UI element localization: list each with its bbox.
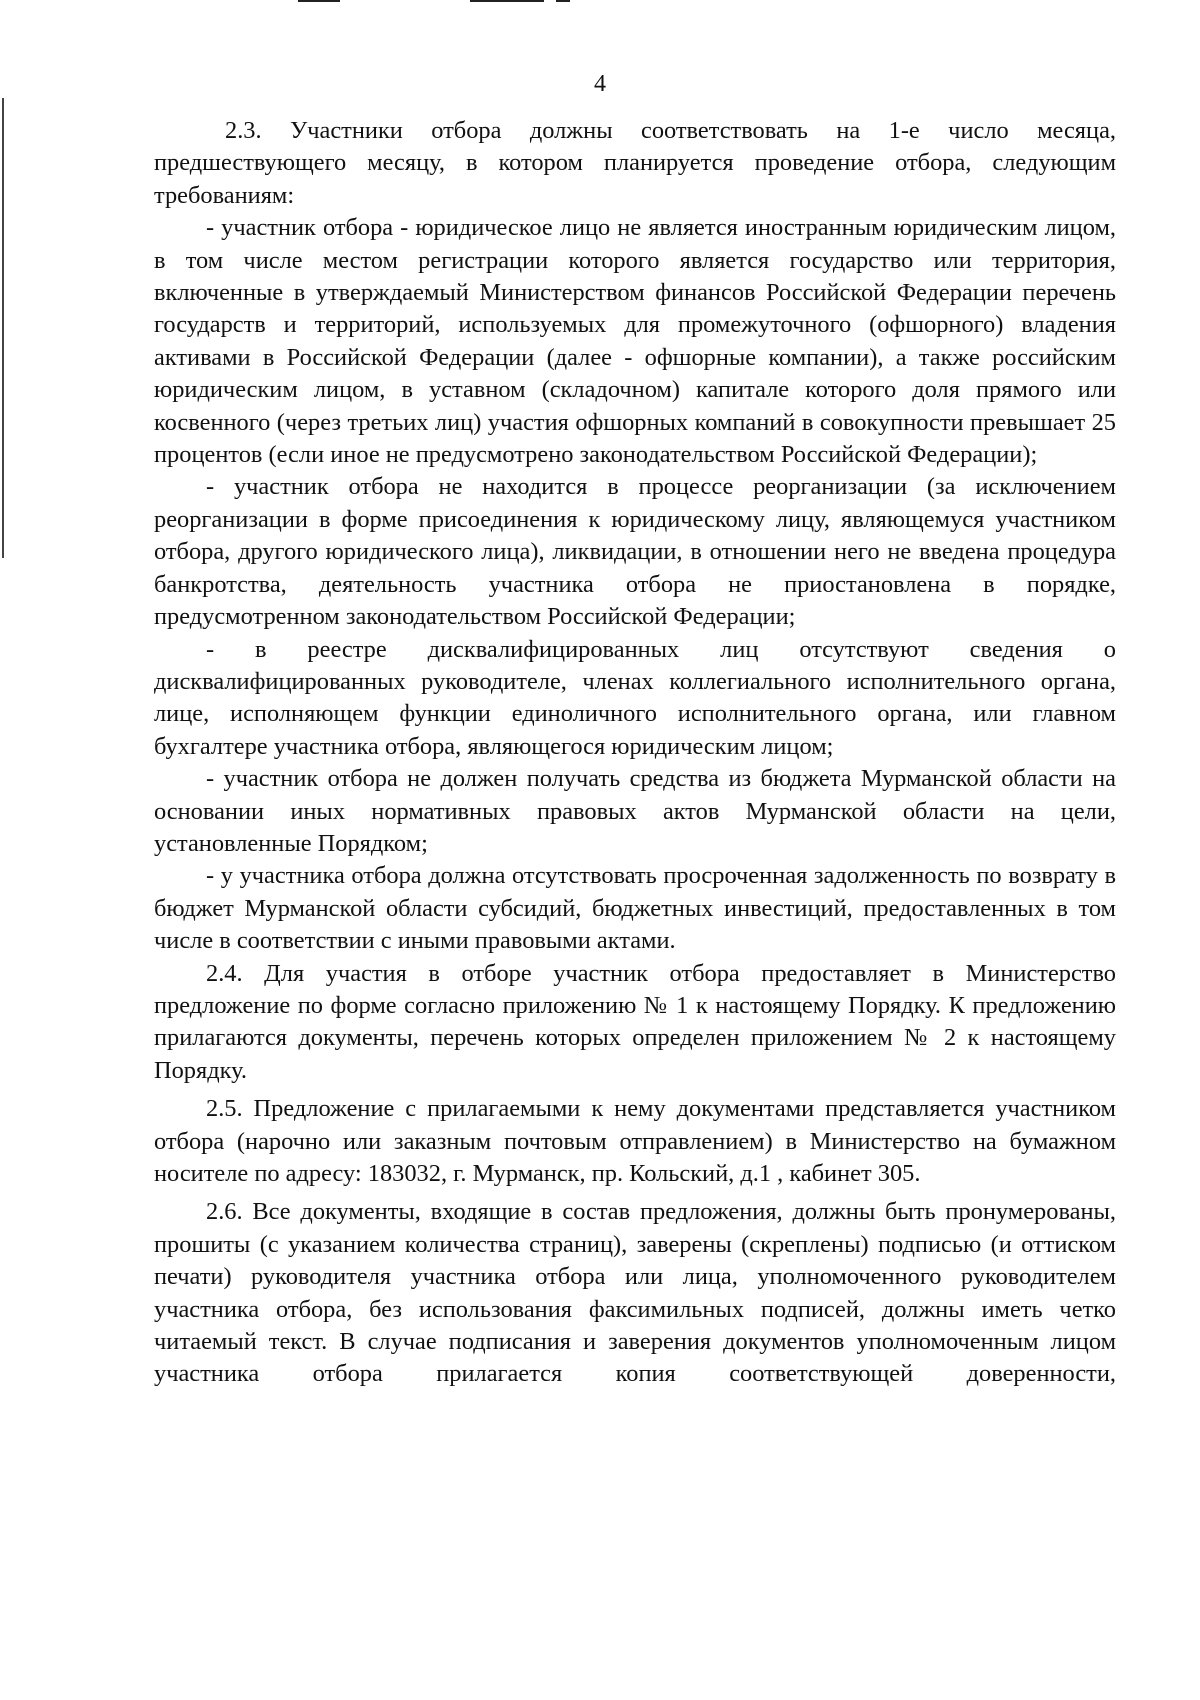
paragraph-2-6: 2.6. Все документы, входящие в состав предложения, должны быть пронумерованы, прошиты (с указанием количества страниц), заверены (скреплены) подписью (и оттиском печати) руководителя участника отбора или лица, уполномоченного руководителем участника отбора, без использования факсимильных подписей, должны иметь четко читаемый текст. В случае подписания и заверения документов уполномоченным лицом участника отбора прилагается копия соответствующей доверенности, bbox=[154, 1198, 1116, 1388]
scan-artifact-top bbox=[298, 0, 340, 2]
requirement-disqualified-persons: - в реестре дисквалифицированных лиц отсутствуют сведения о дисквалифицированных руководителе, членах коллегиального исполнительного органа, лице, исполняющем функции единоличного исполнительного органа, или главном бухгалтере участника отбора, являющегося юридическим лицом; bbox=[154, 635, 1116, 760]
document-body bbox=[154, 115, 1116, 1391]
scan-artifact-top bbox=[556, 0, 570, 2]
paragraph-2-4: 2.4. Для участия в отборе участник отбора предоставляет в Министерство предложение по форме согласно приложению № 1 к настоящему Порядку. К предложению прилагаются документы, перечень которых определен приложением № 2 к настоящему Порядку. bbox=[154, 959, 1116, 1084]
paragraph-2-5: 2.5. Предложение с прилагаемыми к нему документами представляется участником отбора (нарочно или заказным почтовым отправлением) в Министерство на бумажном носителе по адресу: 183032, г. Мурманск, пр. Кольский, д.1 , кабинет 305. bbox=[154, 1095, 1116, 1187]
requirement-reorganization: - участник отбора не находится в процессе реорганизации (за исключением реорганизации в форме присоединения к юридическому лицу, являющемуся участником отбора, другого юридического лица), ликвидации, в отношении него не введена процедура банкротства, деятельность участника отбора не приостановлена в порядке, предусмотренном законодательством Российской Федерации; bbox=[154, 473, 1116, 631]
requirement-no-other-funds: - участник отбора не должен получать средства из бюджета Мурманской области на основании иных нормативных правовых актов Мурманской области на цели, установленные Порядком; bbox=[154, 765, 1116, 857]
scan-artifact-left-edge bbox=[2, 98, 4, 558]
requirement-no-debt: - у участника отбора должна отсутствовать просроченная задолженность по возврату в бюджет Мурманской области субсидий, бюджетных инвестиций, предоставленных в том числе в соответствии с иными правовыми актами. bbox=[154, 862, 1116, 955]
scan-artifact-top bbox=[470, 0, 544, 2]
page-number: 4 bbox=[594, 71, 606, 97]
paragraph-2-3: 2.3. Участники отбора должны соответствовать на 1-е число месяца, предшествующего месяцу, в котором планируется проведение отбора, следующим требованиям: bbox=[154, 117, 1116, 209]
requirement-offshore: - участник отбора - юридическое лицо не является иностранным юридическим лицом, в том числе местом регистрации которого является государство или территория, включенные в утверждаемый Министерством финансов Российской Федерации перечень государств и территорий, используемых для промежуточного (офшорного) владения активами в Российской Федерации (далее - офшорные компании), а также российским юридическим лицом, в уставном (складочном) капитале которого доля прямого или косвенного (через третьих лиц) участия офшорных компаний в совокупности превышает 25 процентов (если иное не предусмотрено законодательством Российской Федерации); bbox=[154, 214, 1116, 469]
